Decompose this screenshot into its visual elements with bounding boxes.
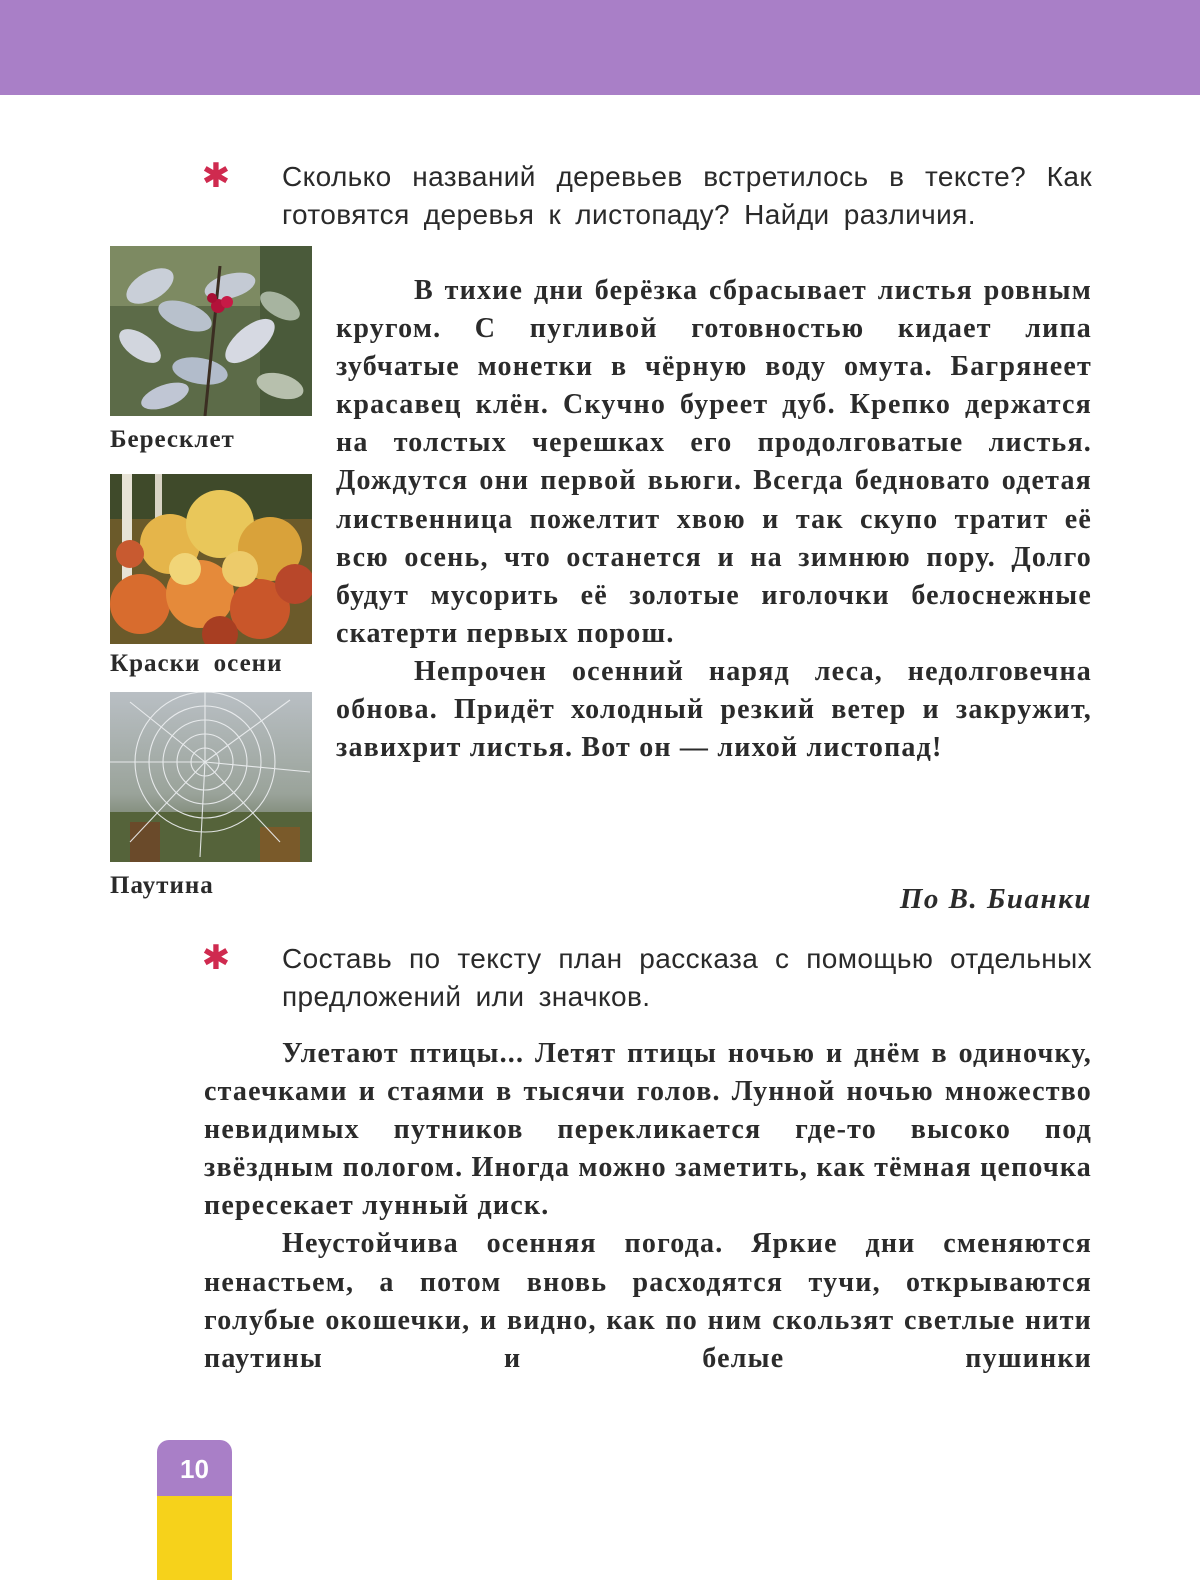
- story-text: [336, 272, 1092, 767]
- page-tab-accent: [157, 1496, 232, 1580]
- task-question: Сколько названий деревьев встретилось в тексте? Как готовятся деревья к листопаду? Найди различия.: [282, 161, 1092, 230]
- header-band: [0, 0, 1200, 95]
- autumn-colors-photo: [110, 474, 312, 644]
- euonymus-photo: [110, 246, 312, 416]
- task-instruction: Составь по тексту план рассказа с помощью отдельных предложений или значков.: [282, 943, 1092, 1012]
- spiderweb-photo: [110, 692, 312, 862]
- story-paragraph: Неустойчива осенняя погода. Яркие дни сменяются ненастьем, а потом вновь расходятся тучи, открываются голубые окошечки, и видно, как по ним скользят светлые нити паутины и белые пушинки: [204, 1228, 1092, 1374]
- photo-caption: Паутина: [110, 872, 214, 899]
- photo-caption: Краски осени: [110, 650, 283, 677]
- page-number: 10: [157, 1440, 232, 1496]
- page-number-tab: [157, 1440, 232, 1580]
- story-paragraph: В тихие дни берёзка сбрасывает листья ровным кругом. С пугливой готовностью кидает липа зубчатые монетки в чёрную воду омута. Багрянеет красавец клён. Скучно буреет дуб. Крепко держатся на толстых черешках его продолговатые листья. Дождутся они первой вьюги. Всегда бедновато одетая лиственница пожелтит хвою и так скупо тратит её всю осень, что останется и на зимнюю пору. Долго будут мусорить её золотые иголочки белоснежные скатерти первых порош.: [336, 275, 1092, 649]
- story-paragraph: Непрочен осенний наряд леса, недолговечна обнова. Придёт холодный резкий ветер и закружит, завихрит листья. Вот он — лихой листопад!: [336, 655, 1092, 764]
- asterisk-icon: ✱: [201, 938, 231, 978]
- story-text: [204, 1035, 1092, 1378]
- story-author: По В. Бианки: [899, 883, 1092, 915]
- story-paragraph: Улетают птицы... Летят птицы ночью и днём в одиночку, стаечками и стаями в тысячи голов. Лунной ночью множество невидимых путников перекликается где-то высоко под звёздным пологом. Иногда можно заметить, как тёмная цепочка пересекает лунный диск.: [204, 1038, 1092, 1222]
- photo-caption: Бересклет: [110, 426, 235, 453]
- asterisk-icon: ✱: [201, 156, 231, 196]
